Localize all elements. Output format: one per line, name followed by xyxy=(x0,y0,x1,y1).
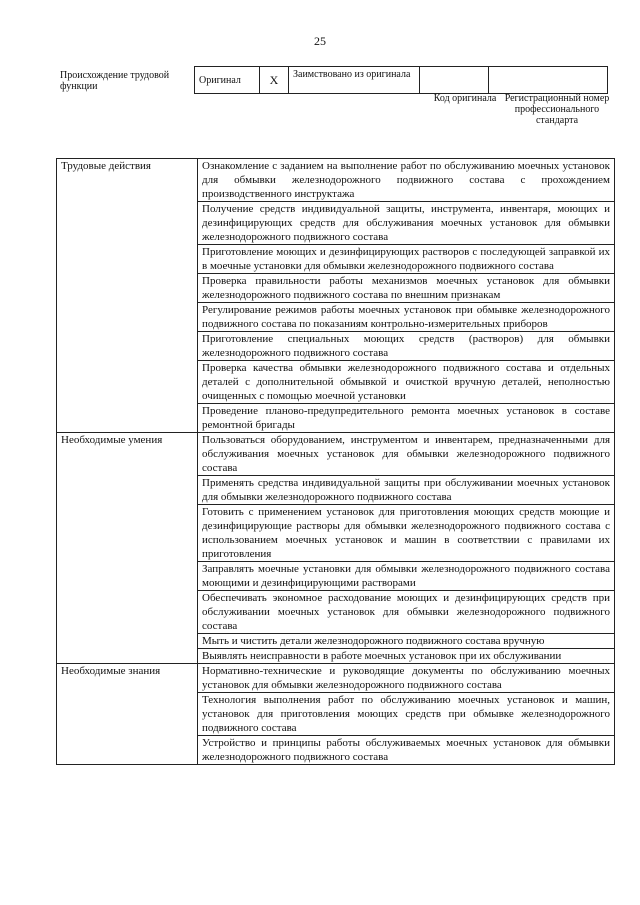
section-item: Проверка качества обмывки железнодорожного подвижного состава и отдельных деталей с дополнительной обмывкой и очисткой вручную деталей, неполностью очищенных с помощью моечной установки xyxy=(198,361,615,404)
functions-table xyxy=(56,158,615,765)
origin-label: Происхождение трудовой функции xyxy=(60,70,170,92)
section-item: Обеспечивать экономное расходование моющих и дезинфицирующих средств при обслуживании моечных установок для обмывки железнодорожного подвижного состава xyxy=(198,591,615,634)
reg-number-caption: Регистрационный номер профессионального стандарта xyxy=(504,93,610,126)
section-label: Трудовые действия xyxy=(57,159,198,433)
section-item: Устройство и принципы работы обслуживаемых моечных установок для обмывки железнодорожного подвижного состава xyxy=(198,736,615,765)
section-item: Приготовление специальных моющих средств (растворов) для обмывки железнодорожного подвижного состава xyxy=(198,332,615,361)
section-item: Ознакомление с заданием на выполнение работ по обслуживанию моечных установок для обмывки железнодорожного подвижного состава с прохождением производственного инструктажа xyxy=(198,159,615,202)
table-row xyxy=(57,664,615,693)
section-item: Приготовление моющих и дезинфицирующих растворов с последующей заправкой их в моечные установки для обмывки железнодорожного подвижного состава xyxy=(198,245,615,274)
section-item: Регулирование режимов работы моечных установок при обмывке железнодорожного подвижного состава по показаниям контрольно-измерительных приборов xyxy=(198,303,615,332)
section-item: Технология выполнения работ по обслуживанию моечных установок и машин, установок для приготовления моющих средств при обмывке железнодорожного подвижного состава xyxy=(198,693,615,736)
origin-reg-cell xyxy=(489,67,608,94)
section-item: Получение средств индивидуальной защиты, инструмента, инвентаря, моющих и дезинфицирующих средств для обслуживания моечных установок для обмывки железнодорожного подвижного состава xyxy=(198,202,615,245)
section-item: Проведение планово-предупредительного ремонта моечных установок в составе ремонтной бригады xyxy=(198,404,615,433)
origin-code-cell xyxy=(420,67,489,94)
section-item: Пользоваться оборудованием, инструментом и инвентарем, предназначенными для обслуживания моечных установок для обмывки железнодорожного подвижного состава xyxy=(198,433,615,476)
section-item: Выявлять неисправности в работе моечных установок при их обслуживании xyxy=(198,649,615,664)
section-item: Мыть и чистить детали железнодорожного подвижного состава вручную xyxy=(198,634,615,649)
origin-table xyxy=(194,66,608,94)
section-item: Проверка правильности работы механизмов моечных установок для обмывки железнодорожного подвижного состава по внешним признакам xyxy=(198,274,615,303)
section-label: Необходимые умения xyxy=(57,433,198,664)
section-label: Необходимые знания xyxy=(57,664,198,765)
section-item: Применять средства индивидуальной защиты при обслуживании моечных установок для обмывки железнодорожного подвижного состава xyxy=(198,476,615,505)
table-row xyxy=(57,433,615,476)
origin-mark-cell: X xyxy=(260,67,289,94)
section-item: Готовить с применением установок для приготовления моющих средств моющие и дезинфицирующие растворы для обмывки железнодорожного подвижного состава с использованием моечных установок и машин в соответствии с правилами их приготовления xyxy=(198,505,615,562)
code-caption: Код оригинала xyxy=(433,93,497,104)
page-number: 25 xyxy=(314,34,326,48)
table-row xyxy=(57,159,615,202)
origin-borrowed-cell: Заимствовано из оригинала xyxy=(289,67,420,94)
section-item: Заправлять моечные установки для обмывки железнодорожного подвижного состава моющими и дезинфицирующими растворами xyxy=(198,562,615,591)
origin-original-cell: Оригинал xyxy=(195,67,260,94)
section-item: Нормативно-технические и руководящие документы по обслуживанию моечных установок для обмывки железнодорожного подвижного состава xyxy=(198,664,615,693)
